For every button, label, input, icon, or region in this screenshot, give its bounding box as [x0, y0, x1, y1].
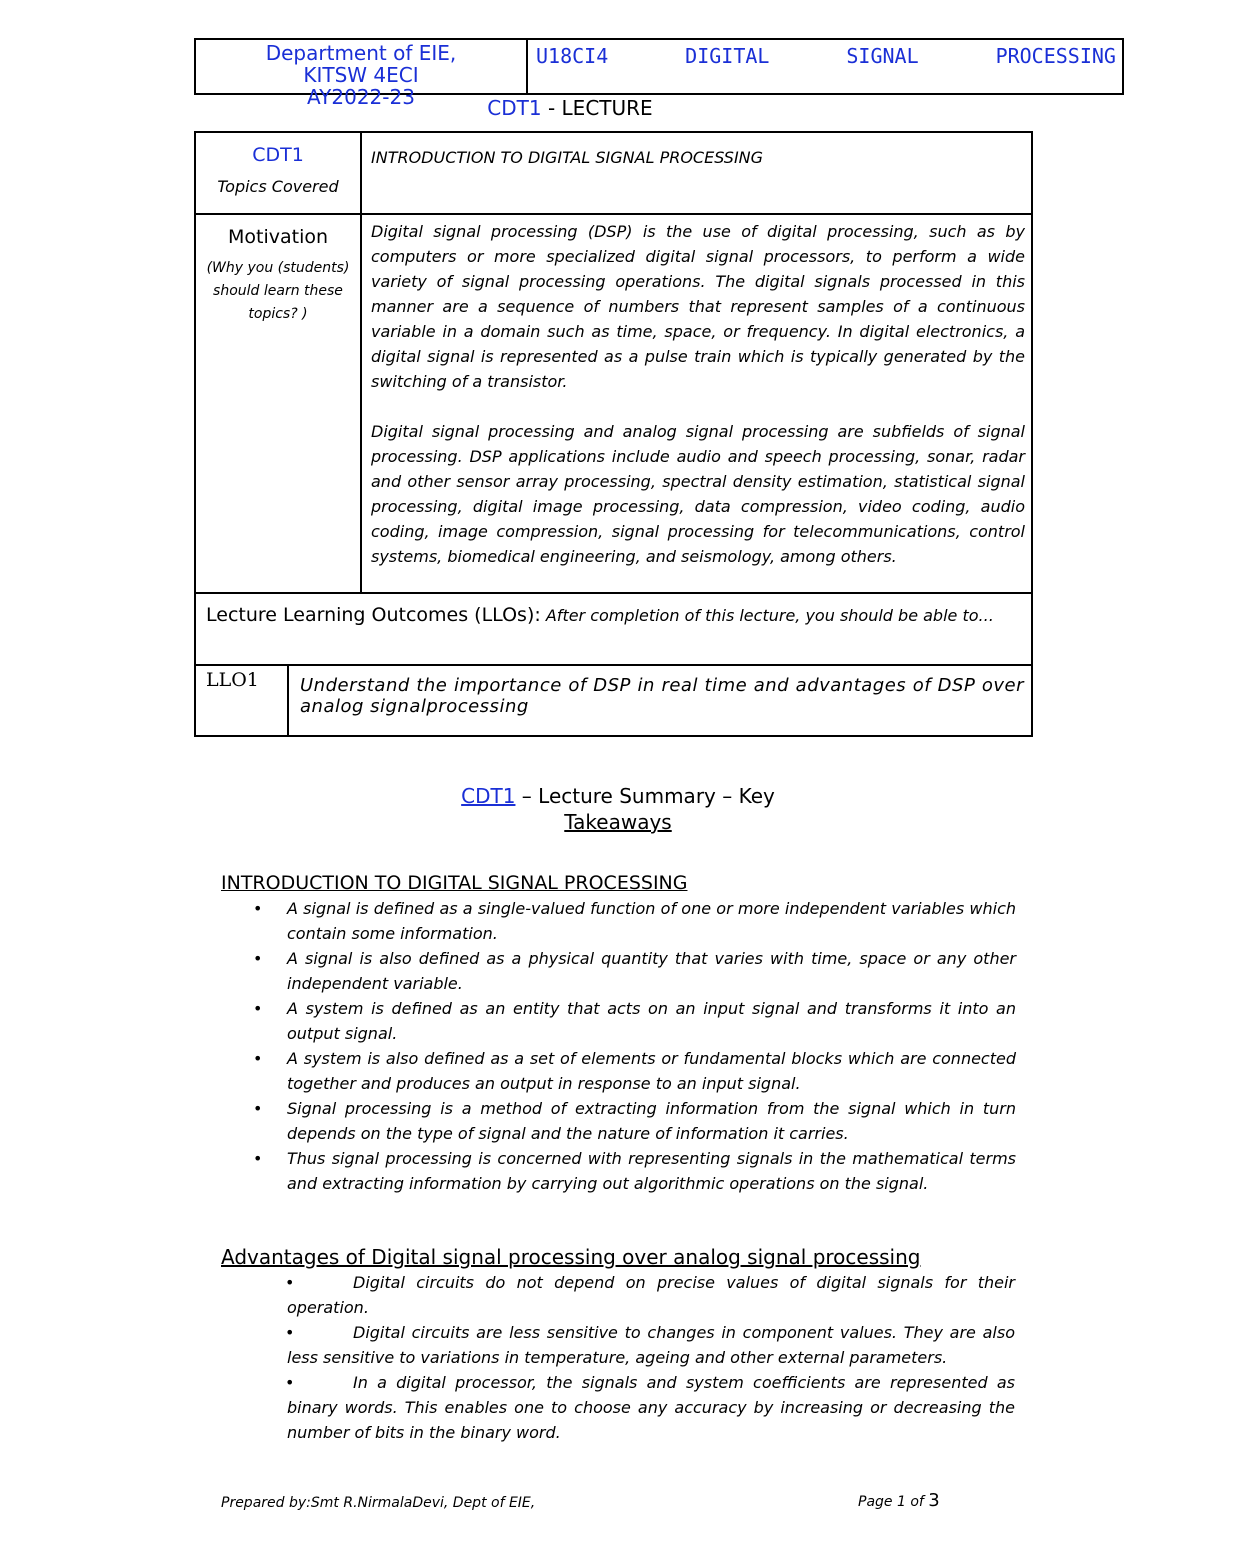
motivation-paragraph-2: Digital signal processing and analog signal processing are subfields of signal processing. DSP applications include audio and speech processing, sonar, radar and other sensor array processing, spectral density estimation, statistical signal processing, digital image processing, data compression, video coding, audio coding, image compression, signal processing for telecommunications, control systems, biomedical engineering, and seismology, among others.	[371, 422, 1025, 566]
summary-title-rest: – Lecture Summary – Key	[515, 784, 775, 808]
list-item	[221, 1046, 1016, 1096]
header-divider	[526, 40, 528, 93]
list-item	[287, 1270, 1015, 1320]
course-code: U18CI4	[536, 44, 609, 68]
list-item	[287, 1370, 1015, 1445]
bullet-icon: •	[285, 1373, 295, 1392]
llo-heading-label: Lecture Learning Outcomes (LLOs):	[206, 604, 541, 626]
llo-heading-tail: After completion of this lecture, you should be able to...	[545, 606, 994, 625]
bullet-icon: •	[253, 949, 263, 968]
motivation-sub: (Why you (students) should learn these topics? )	[206, 260, 350, 322]
column-divider	[360, 133, 362, 594]
list-item-text: Thus signal processing is concerned with representing signals in the mathematical terms and extracting information by carrying out algorithmic operations on the signal.	[287, 1149, 1016, 1193]
list-item	[221, 1146, 1016, 1196]
section-1-heading: INTRODUCTION TO DIGITAL SIGNAL PROCESSING	[221, 872, 688, 894]
bullet-icon: •	[253, 1149, 263, 1168]
section-2-heading: Advantages of Digital signal processing over analog signal processing	[221, 1245, 921, 1269]
bullet-icon: •	[253, 999, 263, 1018]
list-item-text: A signal is also defined as a physical quantity that varies with time, space or any other independent variable.	[287, 949, 1016, 993]
column-divider	[287, 664, 289, 737]
page-prefix: Page 1 of	[858, 1494, 924, 1510]
bullet-icon: •	[253, 1099, 263, 1118]
summary-title	[0, 783, 1236, 835]
summary-title-line2: Takeaways	[564, 810, 672, 834]
motivation-label: Motivation	[227, 226, 329, 248]
list-item-text: A signal is defined as a single-valued function of one or more independent variables which contain some information.	[287, 899, 1016, 943]
list-item-text: A system is also defined as a set of elements or fundamental blocks which are connected together and produces an output in response to an input signal.	[287, 1049, 1016, 1093]
course-word-3: PROCESSING	[995, 44, 1116, 68]
list-item-text: Digital circuits do not depend on precise values of digital signals for their operation.	[287, 1273, 1015, 1317]
list-item-text: A system is defined as an entity that acts on an input signal and transforms it into an output signal.	[287, 999, 1016, 1043]
list-item	[221, 996, 1016, 1046]
department-line-2: KITSW 4ECI	[303, 63, 419, 87]
bullet-icon: •	[253, 1049, 263, 1068]
row-divider	[196, 592, 1031, 594]
topics-code: CDT1	[252, 144, 304, 166]
row-divider	[196, 213, 1031, 215]
topics-cell	[196, 143, 360, 199]
llo1-text: Understand the importance of DSP in real time and advantages of DSP over analog signalprocessing	[300, 675, 1024, 717]
row-divider	[196, 664, 1031, 666]
bullet-icon: •	[253, 899, 263, 918]
prepared-by: Prepared by:Smt R.NirmalaDevi, Dept of EIE,	[221, 1495, 536, 1511]
department-line-3: AY2022-23	[307, 85, 415, 109]
summary-code-link[interactable]: CDT1	[461, 784, 516, 808]
topics-covered-label: Topics Covered	[217, 177, 339, 196]
lecture-label: - LECTURE	[541, 96, 653, 120]
section-2-list	[287, 1270, 1015, 1445]
topic-title: INTRODUCTION TO DIGITAL SIGNAL PROCESSING	[371, 148, 764, 167]
bullet-icon: •	[285, 1323, 295, 1342]
lecture-table	[194, 131, 1033, 737]
page-number	[858, 1490, 940, 1511]
motivation-cell	[196, 225, 360, 326]
course-word-2: SIGNAL	[846, 44, 919, 68]
course-title	[536, 44, 1116, 68]
course-word-1: DIGITAL	[685, 44, 770, 68]
list-item	[287, 1320, 1015, 1370]
department-line-1: Department of EIE,	[265, 41, 457, 65]
list-item	[221, 946, 1016, 996]
lecture-heading	[0, 96, 1140, 120]
list-item-text: In a digital processor, the signals and system coefficients are represented as binary words. This enables one to choose any accuracy by increasing or decreasing the number of bits in the binary word.	[287, 1373, 1015, 1442]
llo1-label: LLO1	[206, 669, 259, 691]
llo-heading	[206, 603, 1024, 628]
page-total: 3	[928, 1490, 940, 1511]
list-item-text: Signal processing is a method of extracting information from the signal which in turn depends on the type of signal and the nature of information it carries.	[287, 1099, 1016, 1143]
list-item	[221, 896, 1016, 946]
list-item-text: Digital circuits are less sensitive to changes in component values. They are also less sensitive to variations in temperature, ageing and other external parameters.	[287, 1323, 1015, 1367]
bullet-icon: •	[285, 1273, 295, 1292]
motivation-paragraph-1: Digital signal processing (DSP) is the use of digital processing, such as by computers or more specialized digital signal processors, to perform a wide variety of signal processing operations. The digital signals processed in this manner are a sequence of numbers that represent samples of a continuous variable in a domain such as time, space, or frequency. In digital electronics, a digital signal is represented as a pulse train which is typically generated by the switching of a transistor.	[371, 222, 1025, 391]
lecture-code: CDT1	[487, 96, 542, 120]
section-1-list	[221, 896, 1016, 1196]
list-item	[221, 1096, 1016, 1146]
